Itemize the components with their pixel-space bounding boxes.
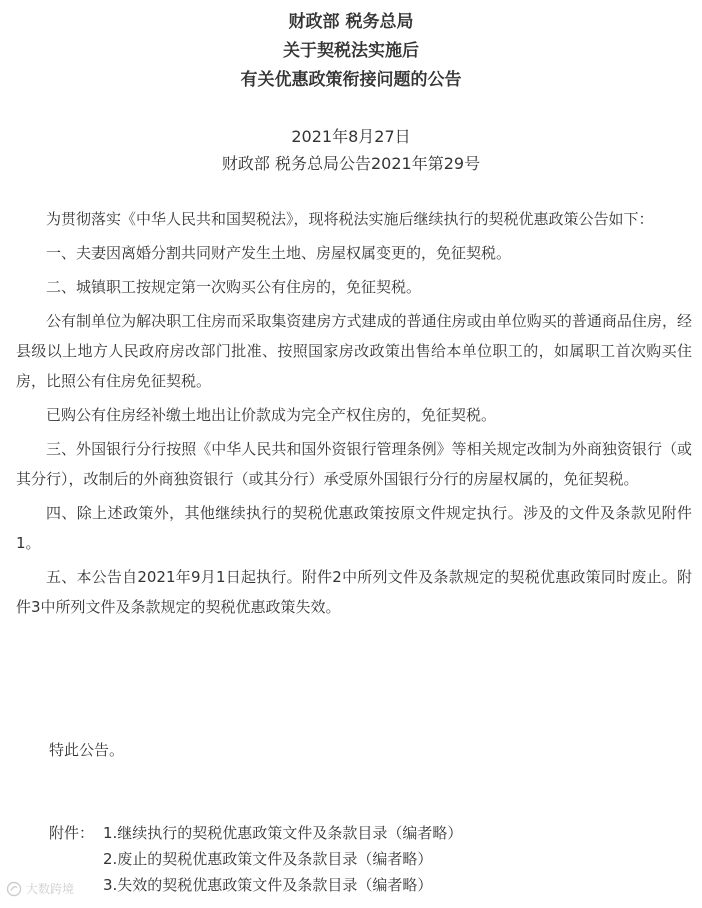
paragraph-item-5: 五、本公告自2021年9月1日起执行。附件2中所列文件及条款规定的契税优惠政策同时废止。附件3中所列文件及条款规定的契税优惠政策失效。 [16, 568, 692, 616]
paragraph-item-4: 四、除上述政策外，其他继续执行的契税优惠政策按原文件规定执行。涉及的文件及条款见附件1。 [16, 504, 692, 552]
paragraph-item-1: 一、夫妻因离婚分割共同财产发生土地、房屋权属变更的，免征契税。 [46, 244, 512, 262]
watermark [6, 880, 74, 897]
paragraph-intro: 为贯彻落实《中华人民共和国契税法》，现将税法实施后继续执行的契税优惠政策公告如下： [46, 210, 654, 228]
title-issuer: 财政部 税务总局 [288, 12, 414, 32]
document-body [16, 204, 692, 626]
brand-logo-icon [6, 881, 22, 897]
paragraph-item-2: 二、城镇职工按规定第一次购买公有住房的，免征契税。 [46, 278, 422, 296]
document-number: 财政部 税务总局公告2021年第29号 [221, 154, 481, 173]
paragraph-item-2-detail: 公有制单位为解决职工住房而采取集资建房方式建成的普通住房或由单位购买的普通商品住房，经县级以上地方人民政府房改部门批准、按照国家房改政策出售给本单位职工的，如属职工首次购买住房，比照公有住房免征契税。 [16, 312, 692, 390]
attachment-item: 1.继续执行的契税优惠政策文件及条款目录（编者略） [103, 824, 463, 842]
closing-statement: 特此公告。 [49, 741, 125, 759]
document-meta [0, 123, 702, 177]
attachment-row [49, 872, 462, 898]
document-title [0, 8, 702, 95]
attachment-item: 3.失效的契税优惠政策文件及条款目录（编者略） [103, 876, 433, 894]
paragraph-item-2-extra: 已购公有住房经补缴土地出让价款成为完全产权住房的，免征契税。 [46, 406, 497, 424]
attachment-item: 2.废止的契税优惠政策文件及条款目录（编者略） [103, 850, 433, 868]
title-topic: 有关优惠政策衔接问题的公告 [240, 70, 462, 90]
paragraph-item-3: 三、外国银行分行按照《中华人民共和国外资银行管理条例》等相关规定改制为外商独资银行（或其分行），改制后的外商独资银行（或其分行）承受原外国银行分行的房屋权属的，免征契税。 [16, 440, 692, 488]
watermark-text: 大数跨境 [26, 882, 75, 896]
document-date: 2021年8月27日 [291, 127, 411, 146]
title-subject: 关于契税法实施后 [283, 41, 419, 61]
attachment-row [49, 846, 462, 872]
attachments-list [49, 820, 462, 898]
attachment-row [49, 820, 462, 846]
attachments-label: 附件： [49, 824, 95, 842]
